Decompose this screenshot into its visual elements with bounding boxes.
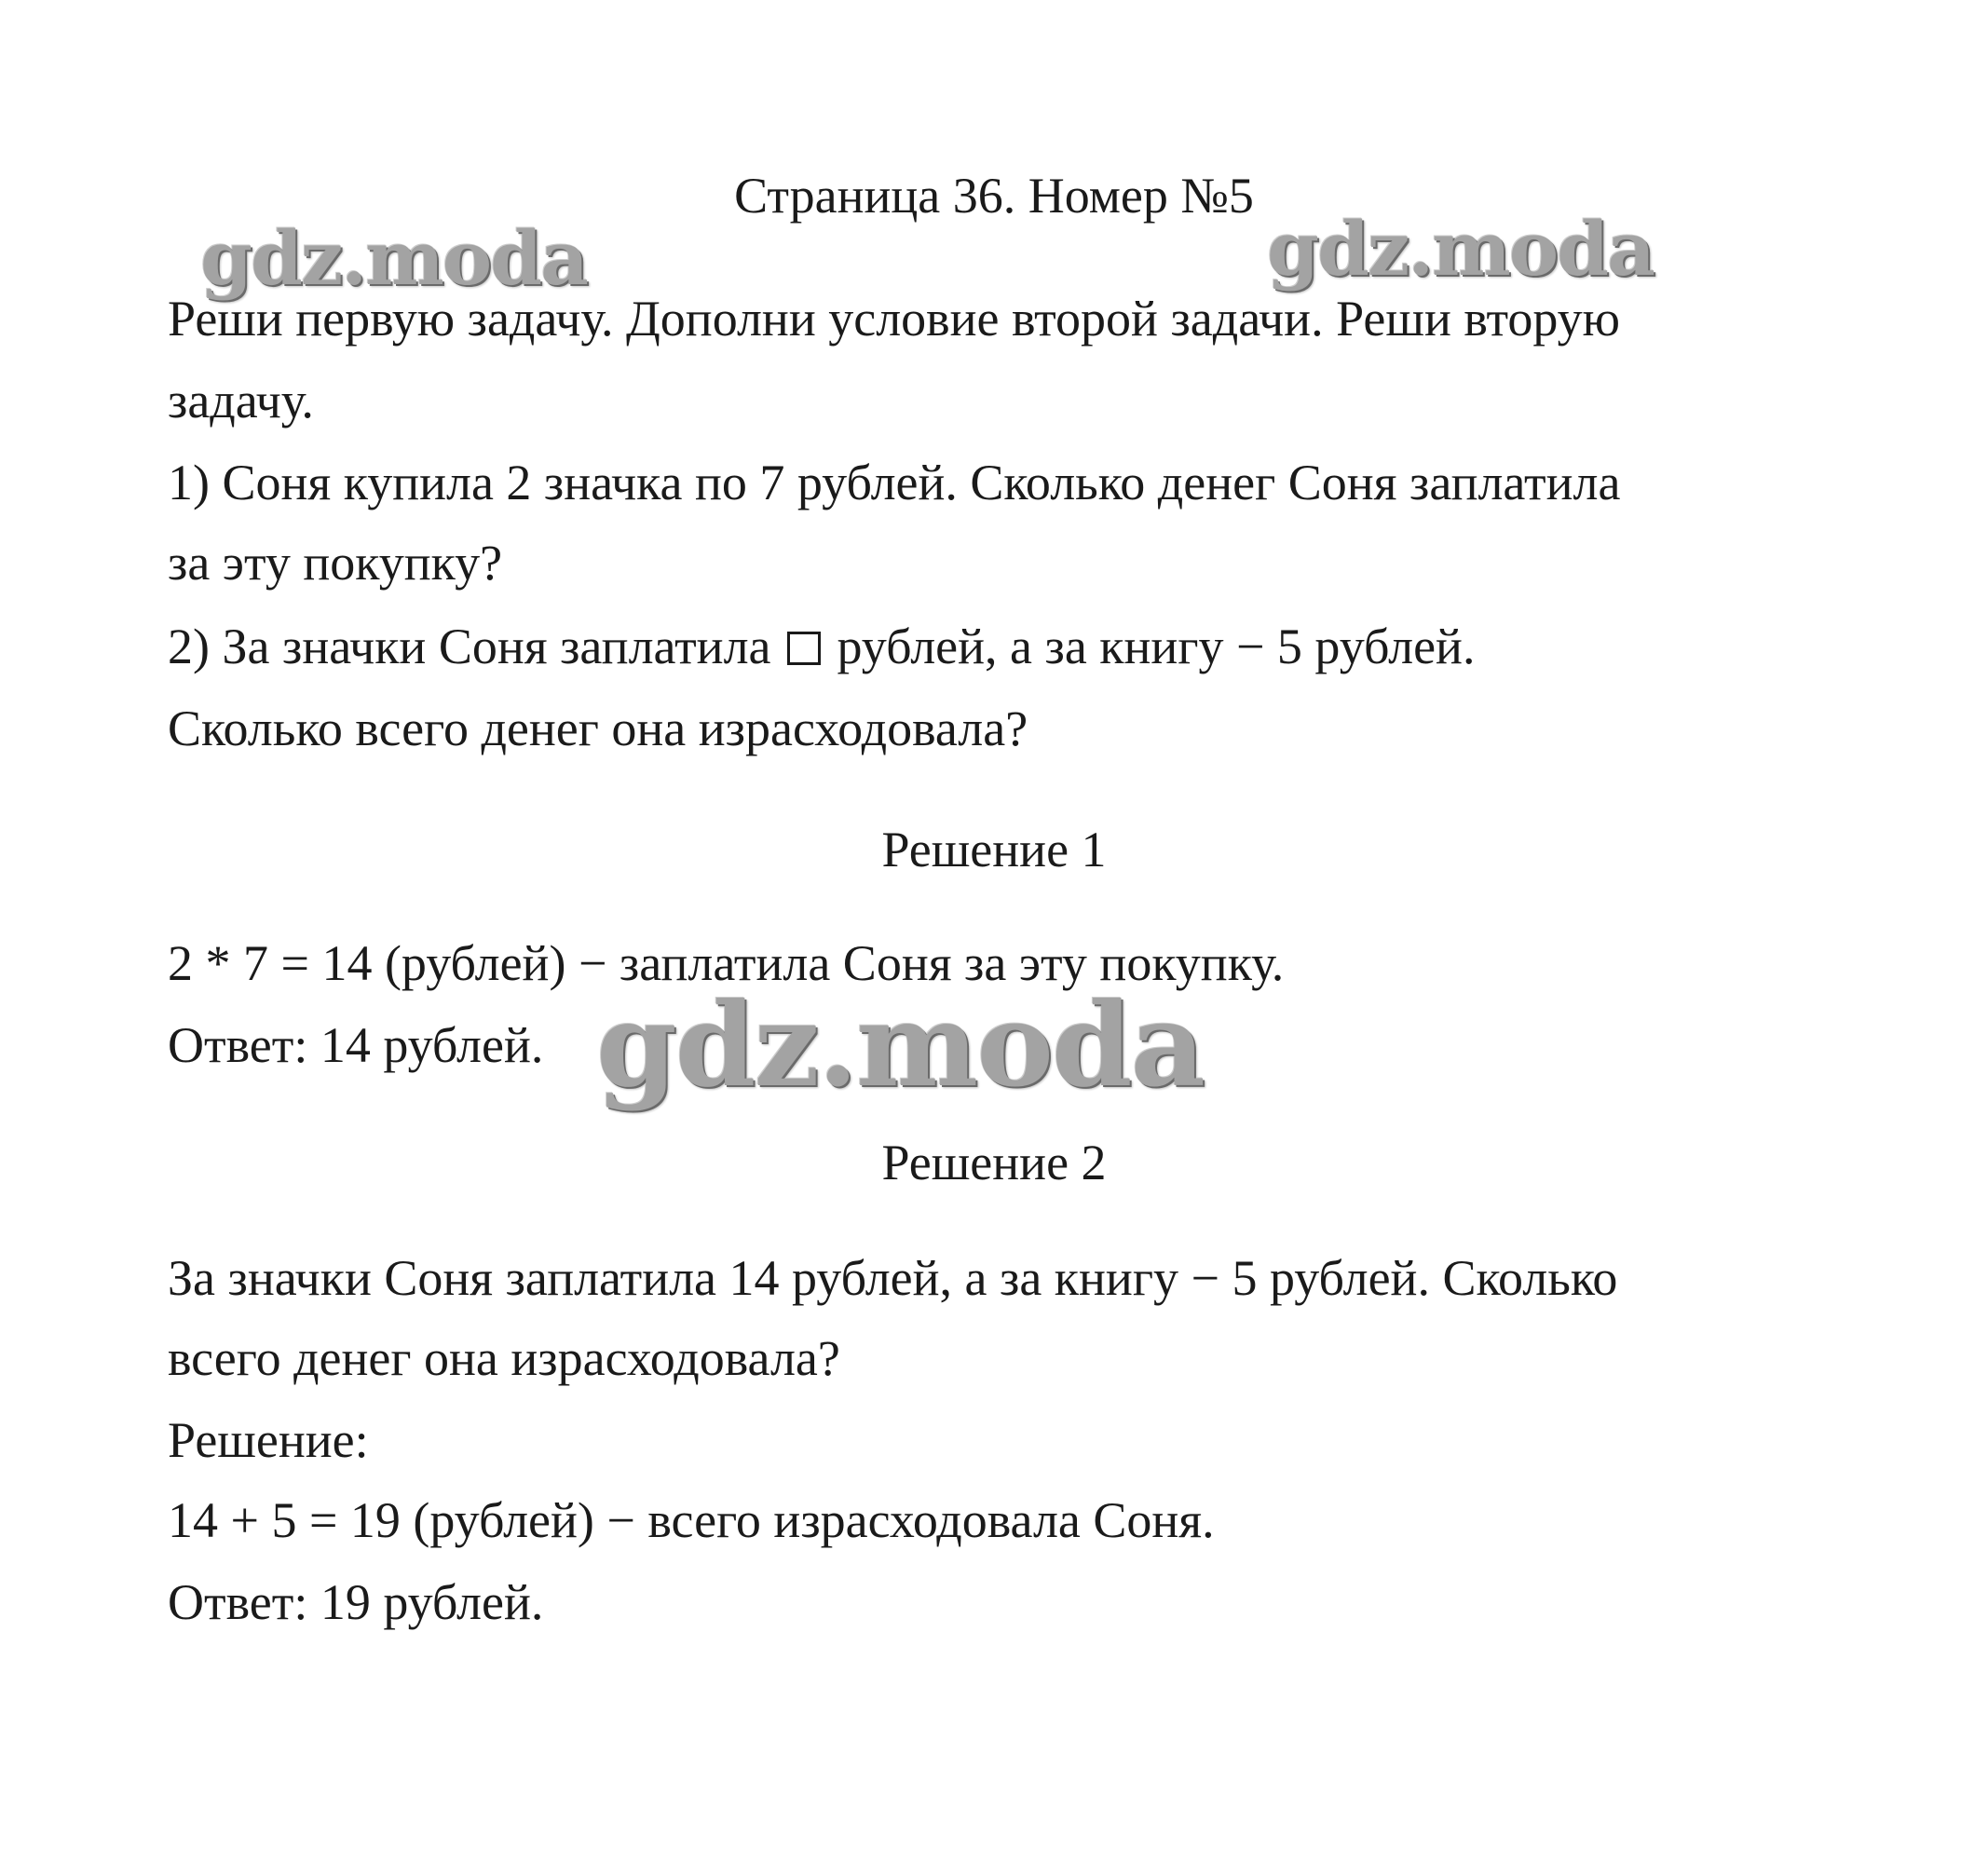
solution-2-equation: 14 + 5 = 19 (рублей) − всего израсходовала Соня. [168, 1492, 1215, 1548]
solution-2-answer: Ответ: 19 рублей. [168, 1574, 544, 1630]
solution-1-heading: Решение 1 [881, 822, 1107, 877]
task-text-line-1: Реши первую задачу. Дополни условие второй задачи. Реши вторую [168, 291, 1621, 347]
solution-2-condition-line-1: За значки Соня заплатила 14 рублей, а за книгу − 5 рублей. Сколько [168, 1250, 1618, 1306]
problem-2-line-1 [168, 617, 1475, 676]
problem-1-line-1: 1) Соня купила 2 значка по 7 рублей. Сколько денег Соня заплатила [168, 455, 1621, 510]
watermark-logo: gdz.moda [596, 978, 1204, 1113]
solution-1-equation: 2 * 7 = 14 (рублей) − заплатила Соня за эту покупку. [168, 935, 1285, 991]
solution-2-label: Решение: [168, 1412, 369, 1468]
problem-2-text-after: рублей, а за книгу − 5 рублей. [837, 619, 1476, 674]
blank-box [787, 632, 821, 665]
solution-2-heading: Решение 2 [881, 1135, 1107, 1190]
watermark-logo: gdz.moda [1267, 205, 1654, 292]
watermark-logo: gdz.moda [200, 214, 587, 302]
page-title: Страница 36. Номер №5 [734, 168, 1254, 224]
solution-2-condition-line-2: всего денег она израсходовала? [168, 1330, 840, 1386]
problem-2-text-before: 2) За значки Соня заплатила [168, 619, 771, 674]
solution-1-answer: Ответ: 14 рублей. [168, 1017, 544, 1073]
problem-1-line-2: за эту покупку? [168, 535, 503, 591]
task-text-line-2: задачу. [168, 373, 314, 428]
problem-2-line-2: Сколько всего денег она израсходовала? [168, 700, 1028, 756]
